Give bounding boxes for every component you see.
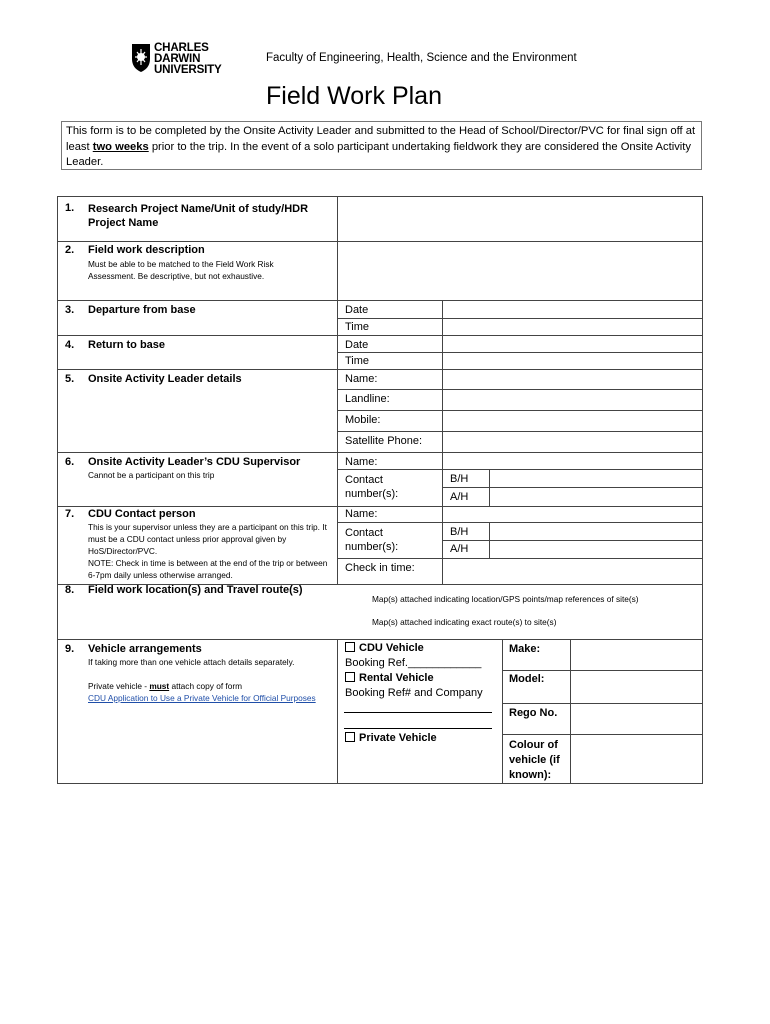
checkbox-icon bbox=[345, 672, 355, 682]
section-6-note: Cannot be a participant on this trip bbox=[88, 470, 215, 480]
private-note-end: attach copy of form bbox=[169, 681, 243, 691]
section-1-number: 1. bbox=[65, 202, 75, 214]
return-time-input[interactable] bbox=[443, 353, 702, 369]
map-route-option[interactable]: Map(s) attached indicating exact route(s) to site(s) bbox=[372, 617, 557, 627]
private-vehicle-label: Private Vehicle bbox=[359, 732, 437, 744]
supervisor-contact-label: Contact number(s): bbox=[345, 474, 399, 500]
contact-bh-label: B/H bbox=[450, 526, 469, 538]
section-4-number: 4. bbox=[65, 339, 75, 351]
section-5-number: 5. bbox=[65, 373, 75, 385]
return-time-label: Time bbox=[345, 355, 370, 367]
leader-name-input[interactable] bbox=[443, 370, 702, 389]
supervisor-ah-input[interactable] bbox=[490, 488, 702, 506]
private-vehicle-form-link[interactable]: CDU Application to Use a Private Vehicle for Official Purposes bbox=[88, 693, 316, 703]
cdu-vehicle-option[interactable] bbox=[345, 642, 424, 654]
cdu-vehicle-label: CDU Vehicle bbox=[359, 642, 424, 654]
private-vehicle-note bbox=[88, 680, 336, 704]
rental-booking-line-1[interactable] bbox=[344, 712, 492, 713]
supervisor-name-label: Name: bbox=[345, 456, 378, 468]
leader-landline-label: Landline: bbox=[345, 393, 390, 405]
make-input[interactable] bbox=[571, 640, 702, 670]
supervisor-bh-label: B/H bbox=[450, 473, 469, 485]
rental-vehicle-label: Rental Vehicle bbox=[359, 672, 434, 684]
leader-mobile-input[interactable] bbox=[443, 411, 702, 431]
rule bbox=[57, 196, 58, 784]
departure-time-input[interactable] bbox=[443, 319, 702, 335]
departure-date-input[interactable] bbox=[443, 301, 702, 318]
leader-mobile-label: Mobile: bbox=[345, 414, 381, 426]
faculty-name: Faculty of Engineering, Health, Science and the Environment bbox=[266, 52, 577, 64]
university-crest-icon bbox=[131, 43, 151, 73]
supervisor-name-input[interactable] bbox=[443, 453, 702, 469]
model-label: Model: bbox=[509, 673, 545, 685]
project-name-field[interactable] bbox=[338, 197, 702, 241]
rule bbox=[502, 639, 503, 784]
rule bbox=[337, 639, 338, 784]
colour-input[interactable] bbox=[571, 735, 702, 783]
private-vehicle-option[interactable] bbox=[345, 732, 437, 744]
section-7-number: 7. bbox=[65, 508, 75, 520]
intro-box bbox=[61, 121, 702, 170]
supervisor-ah-label: A/H bbox=[450, 491, 469, 503]
section-2-label: Field work description bbox=[88, 244, 205, 256]
make-label: Make: bbox=[509, 643, 541, 655]
cdu-booking-ref[interactable]: Booking Ref.____________ bbox=[345, 657, 482, 669]
section-5-label: Onsite Activity Leader details bbox=[88, 373, 242, 385]
rule bbox=[57, 783, 703, 784]
section-3-number: 3. bbox=[65, 304, 75, 316]
supervisor-bh-input[interactable] bbox=[490, 470, 702, 487]
rental-vehicle-option[interactable] bbox=[345, 672, 434, 684]
section-3-label: Departure from base bbox=[88, 304, 196, 316]
return-date-label: Date bbox=[345, 339, 369, 351]
contact-name-input[interactable] bbox=[443, 507, 702, 522]
contact-bh-input[interactable] bbox=[490, 523, 702, 540]
leader-satellite-label: Satellite Phone: bbox=[345, 435, 423, 447]
section-9-note: If taking more than one vehicle attach details separately. bbox=[88, 657, 295, 667]
page-title: Field Work Plan bbox=[266, 82, 442, 110]
logo-line-1: CHARLES bbox=[154, 41, 209, 54]
intro-emphasis: two weeks bbox=[92, 140, 149, 153]
return-date-input[interactable] bbox=[443, 336, 702, 352]
map-location-option[interactable]: Map(s) attached indicating location/GPS points/map references of site(s) bbox=[372, 594, 639, 604]
model-input[interactable] bbox=[571, 671, 702, 703]
leader-satellite-input[interactable] bbox=[443, 432, 702, 452]
section-7-note: This is your supervisor unless they are a participant on this trip. It must be a CDU contact unless prior approval given by HoS/Director/PVC. bbox=[88, 522, 327, 556]
checkin-time-label: Check in time: bbox=[345, 562, 415, 574]
intro-text: This form is to be completed by the Onsite Activity Leader and submitted to the Head of School/Director/PVC for final sign off at least bbox=[66, 125, 696, 153]
section-7-label: CDU Contact person bbox=[88, 508, 196, 520]
description-field[interactable] bbox=[338, 242, 702, 300]
intro-text-end: prior to the trip. In the event of a solo participant undertaking fieldwork they are considered the Onsite Activity Leader. bbox=[66, 140, 691, 168]
section-6-label: Onsite Activity Leader’s CDU Supervisor bbox=[88, 456, 301, 468]
departure-time-label: Time bbox=[345, 321, 370, 333]
rego-label: Rego No. bbox=[509, 707, 558, 719]
rental-booking-label: Booking Ref# and Company bbox=[345, 687, 483, 699]
section-7-checkin-note: NOTE: Check in time is between at the end of the trip or between 6-7pm daily unless otherwise arranged. bbox=[88, 558, 328, 580]
logo-line-3: UNIVERSITY bbox=[154, 63, 222, 76]
logo-line-2: DARWIN bbox=[154, 52, 201, 65]
private-note-must: must bbox=[149, 681, 170, 691]
section-8-label: Field work location(s) and Travel route(s) bbox=[88, 584, 303, 596]
contact-name-label: Name: bbox=[345, 508, 378, 520]
section-1-label: Research Project Name/Unit of study/HDR Project Name bbox=[88, 203, 309, 229]
checkin-time-input[interactable] bbox=[443, 559, 702, 584]
private-note-start: Private vehicle - bbox=[88, 681, 150, 691]
section-2-note: Must be able to be matched to the Field Work Risk Assessment. Be descriptive, but not exhaustive. bbox=[88, 259, 274, 281]
section-9-label: Vehicle arrangements bbox=[88, 643, 202, 655]
contact-ah-label: A/H bbox=[450, 543, 469, 555]
contact-ah-input[interactable] bbox=[490, 541, 702, 558]
rego-input[interactable] bbox=[571, 704, 702, 734]
section-2-number: 2. bbox=[65, 244, 75, 256]
rule bbox=[702, 196, 703, 784]
checkbox-icon bbox=[345, 642, 355, 652]
rental-booking-line-2[interactable] bbox=[344, 728, 492, 729]
colour-label: Colour of vehicle (if known): bbox=[509, 739, 560, 781]
contact-number-label: Contact number(s): bbox=[345, 527, 399, 553]
section-9-number: 9. bbox=[65, 643, 75, 655]
section-8-number: 8. bbox=[65, 584, 75, 596]
cdu-logo bbox=[131, 42, 251, 78]
field-work-form bbox=[57, 196, 703, 784]
leader-landline-input[interactable] bbox=[443, 390, 702, 410]
section-6-number: 6. bbox=[65, 456, 75, 468]
section-4-label: Return to base bbox=[88, 339, 166, 351]
leader-name-label: Name: bbox=[345, 373, 378, 385]
checkbox-icon bbox=[345, 732, 355, 742]
departure-date-label: Date bbox=[345, 304, 369, 316]
